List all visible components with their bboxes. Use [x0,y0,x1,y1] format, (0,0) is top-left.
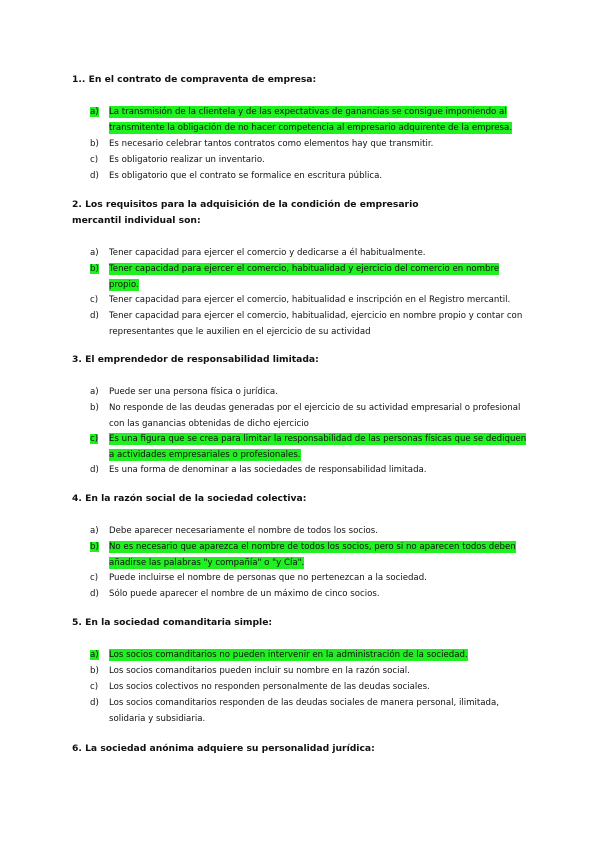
question-4-option-b: b) No es necesario que aparezca el nombre de todos los socios, pero si no aparecen todos deben añadirse las palabras "y compañía" o "y Cía". [90,542,516,568]
question-3-option-b: b) No responde de las deudas generadas por el ejercicio de su actividad empresarial o profesional con las ganancias obtenidas de dicho ejercicio [90,403,521,429]
question-1-option-c: c) Es obligatorio realizar un inventario. [90,155,265,165]
question-2-option-a: a) Tener capacidad para ejercer el comercio y dedicarse a él habitualmente. [90,248,426,258]
question-4-option-a: a) Debe aparecer necesariamente el nombre de todos los socios. [90,526,378,536]
question-1-title: 1.. En el contrato de compraventa de empresa: [72,74,317,85]
question-2-option-d: d) Tener capacidad para ejercer el comercio, habitualidad, ejercicio en nombre propio y contar con representantes que le auxilien en el ejercicio de su actividad [90,311,523,337]
question-3-option-a: a) Puede ser una persona física o jurídica. [90,387,278,397]
question-4-title: 4. En la razón social de la sociedad colectiva: [72,493,307,504]
question-1-option-d: d) Es obligatorio que el contrato se formalice en escritura pública. [90,171,383,181]
question-3-title: 3. El emprendedor de responsabilidad limitada: [72,354,319,365]
question-1-option-b: b) Es necesario celebrar tantos contratos como elementos hay que transmitir. [90,139,434,149]
question-5-option-c: c) Los socios colectivos no responden personalmente de las deudas sociales. [90,682,430,692]
question-6-title: 6. La sociedad anónima adquiere su personalidad jurídica: [72,743,375,754]
question-2-option-c: c) Tener capacidad para ejercer el comercio, habitualidad e inscripción en el Registro mercantil. [90,295,511,305]
question-5-title: 5. En la sociedad comanditaria simple: [72,617,273,628]
question-2-title: 2. Los requisitos para la adquisición de la condición de empresario mercantil individual son: [72,199,419,226]
question-1-option-a: a) La transmisión de la clientela y de las expectativas de ganancias se consigue imponiendo al transmitente la obligación de no hacer competencia al empresario adquirente de la empresa. [90,107,513,133]
question-4-option-d: d) Sólo puede aparecer el nombre de un máximo de cinco socios. [90,589,380,599]
question-3-option-d: d) Es una forma de denominar a las sociedades de responsabilidad limitada. [90,465,427,475]
question-5-option-d: d) Los socios comanditarios responden de las deudas sociales de manera personal, ilimitada, solidaria y subsidiaria. [90,698,499,724]
question-5-option-a: a) Los socios comanditarios no pueden intervenir en la administración de la sociedad. [90,650,468,660]
question-2-option-b: b) Tener capacidad para ejercer el comercio, habitualidad y ejercicio del comercio en nombre propio. [90,264,500,290]
question-5-option-b: b) Los socios comanditarios pueden incluir su nombre en la razón social. [90,666,410,676]
question-4-option-c: c) Puede incluirse el nombre de personas que no pertenezcan a la sociedad. [90,573,427,583]
question-3-option-c: c) Es una figura que se crea para limitar la responsabilidad de las personas físicas que se dediquen a actividades empresariales o profesionales. [90,434,527,460]
